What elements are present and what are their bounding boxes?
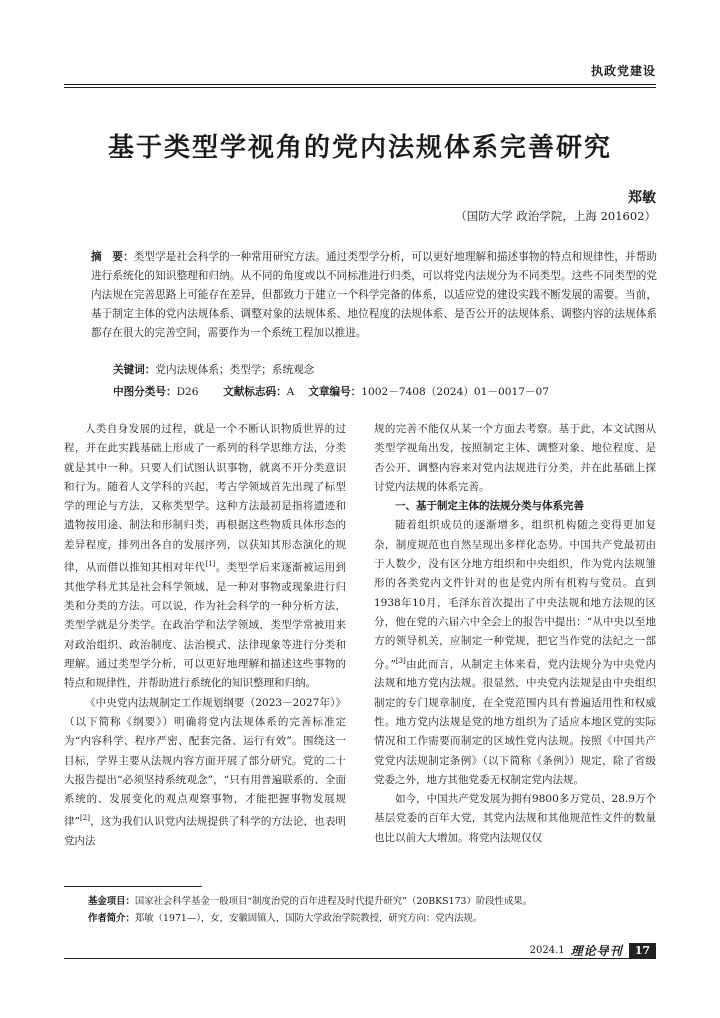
footer-rule xyxy=(64,958,656,959)
body-paragraph: 人类自身发展的过程，就是一个不断认识物质世界的过程，并在此实践基础上形成了一系列的科学思维方法，分类就是其中一种。只要人们试图认识事物，就离不开分类意识和行为。随着人文学科的兴起，考古学领域首先出现了标型学的理论与方法，又称类型学。这种方法最初是指将遗迹和遗物按用途、制法和形制归类，再根据这些物质具体形态的差异程度，排列出各自的发展序列，以获知其形态演化的规律，从而借以推知其相对年代[1]。类型学后来逐渐被运用到其他学科尤其是社会科学领域，是一种对事物或现象进行归类和分类的方法。可以说，作为社会科学的一种分析方法，类型学就是分类学。在政治学和法学领域，类型学常被用来对政治组织、政治制度、法治模式、法律现象等进行分类和理解。通过类型学分析，可以更好地理解和描述这些事物的特点和规律性，并帮助进行系统化的知识整理和归纳。 xyxy=(64,423,347,690)
funding-text: 国家社会科学基金一般项目“制度治党的百年进程及时代提升研究”（20BKS173）阶段性成果。 xyxy=(134,896,533,907)
classification-line xyxy=(113,384,549,399)
keywords xyxy=(113,362,314,377)
issue-date: 2024.1 xyxy=(529,945,565,956)
section-label: 执政党建设 xyxy=(590,64,656,78)
body-column-left xyxy=(64,420,346,852)
clc-value: D26 xyxy=(176,386,199,398)
article-title: 基于类型学视角的党内法规体系完善研究 xyxy=(107,133,612,163)
section-heading: 一、基于制定主体的法规分类与体系完善 xyxy=(395,500,584,513)
citation-ref: [3] xyxy=(395,656,406,665)
doc-code-value: A xyxy=(286,386,295,398)
keywords-label: 关键词： xyxy=(113,364,156,376)
author-name: 郑敏 xyxy=(628,190,656,206)
article-number-label: 文章编号： xyxy=(308,386,362,398)
author-bio xyxy=(88,910,668,924)
author-affiliation: （国防大学 政治学院，上海 201602） xyxy=(455,209,656,223)
abstract-label: 摘 要： xyxy=(91,251,134,263)
body-paragraph: 规的完善不能仅从某一个方面去考察。基于此，本文试图从类型学视角出发，按照制定主体、调整对象、地位程度、是否公开、调整内容来对党内法规进行分类，并在此基础上探讨党内法规的体系完善。 xyxy=(374,423,656,493)
article-number-value: 1002－7408（2024）01－0017－07 xyxy=(361,386,550,398)
keywords-text: 党内法规体系；类型学；系统观念 xyxy=(155,364,315,376)
abstract-text: 类型学是社会科学的一种常用研究方法。通过类型学分析，可以更好地理解和描述事物的特点和规律性，并帮助进行系统化的知识整理和归纳。从不同的角度或以不同标准进行归类，可以将党内法规分为不同类型。这些不同类型的党内法规在完善思路上可能存在差异，但都致力于建立一个科学完备的体系，以适应党的建设实践不断发展的需要。当前，基于制定主体的党内法规体系、调整对象的法规体系、地位程度的法规体系、是否公开的法规体系、调整内容的法规体系都存在很大的完善空间，需要作为一个系统工程加以推进。 xyxy=(91,251,658,339)
funding-label: 基金项目： xyxy=(88,896,135,907)
body-paragraph: 如今，中国共产党发展为拥有9800多万党员、28.9万个基层党委的百年大党，其党内法规和其他规范性文件的数量也比以前大大增加。将党内法规仅仅 xyxy=(374,793,656,844)
citation-ref: [2] xyxy=(80,814,90,823)
doc-code-label: 文献标志码： xyxy=(223,386,287,398)
header-rule xyxy=(64,84,656,85)
body-paragraph: 《中央党内法规制定工作规划纲要（2023－2027年）》（以下简称《纲要》）明确将党内法规体系的完善标准定为“内容科学、程序严密、配套完备、运行有效”。围绕这一目标，学界主要从法规内容方面开展了部分研究。党的二十大报告提出“必须坚持系统观念”，“只有用普遍联系的、全面系统的、发展变化的观点观察事物，才能把握事物发展规律”[2]，这为我们认识党内法规提供了科学的方法论，也表明党内法 xyxy=(64,696,347,848)
citation-ref: [1] xyxy=(205,560,216,569)
author-bio-text: 郑敏（1971—），女，安徽固镇人，国防大学政治学院教授，研究方向：党内法规。 xyxy=(134,913,483,924)
body-paragraph: 随着组织成员的逐渐增多，组织机构随之变得更加复杂，制度规范也自然呈现出多样化态势。中国共产党最初由于人数少，没有区分地方组织和中央组织，作为党内法规雏形的各类党内文件针对的也是党内所有机构与党员。直到1938年10月，毛泽东首次提出了中央法规和地方法规的区分，他在党的六届六中全会上的报告中提出：“从中央以至地方的领导机关，应制定一种党规，把它当作党的法纪之一部分。”[3]由此而言，从制定主体来看，党内法规分为中央党内法规和地方党内法规。很显然，中央党内法规是由中央组织制定的专门规章制度，在全党范围内具有普遍适用性和权威性。地方党内法规是党的地方组织为了适应本地区党的实际情况和工作需要而制定的区域性党内法规。按照《中国共产党党内法规制定条例》（以下简称《条例》）规定，除了省级党委之外，地方其他党委无权制定党内法规。 xyxy=(374,519,656,786)
header-rule-thin xyxy=(64,87,656,88)
funding-note xyxy=(88,893,668,907)
footnote-rule xyxy=(64,886,202,887)
clc-label: 中图分类号： xyxy=(113,386,177,398)
body-column-right xyxy=(374,420,656,848)
journal-name: 理论导刊 xyxy=(570,944,623,958)
abstract xyxy=(91,248,657,343)
author-bio-label: 作者简介： xyxy=(88,913,135,924)
page-number: 17 xyxy=(629,943,656,958)
page-footer xyxy=(530,942,656,959)
